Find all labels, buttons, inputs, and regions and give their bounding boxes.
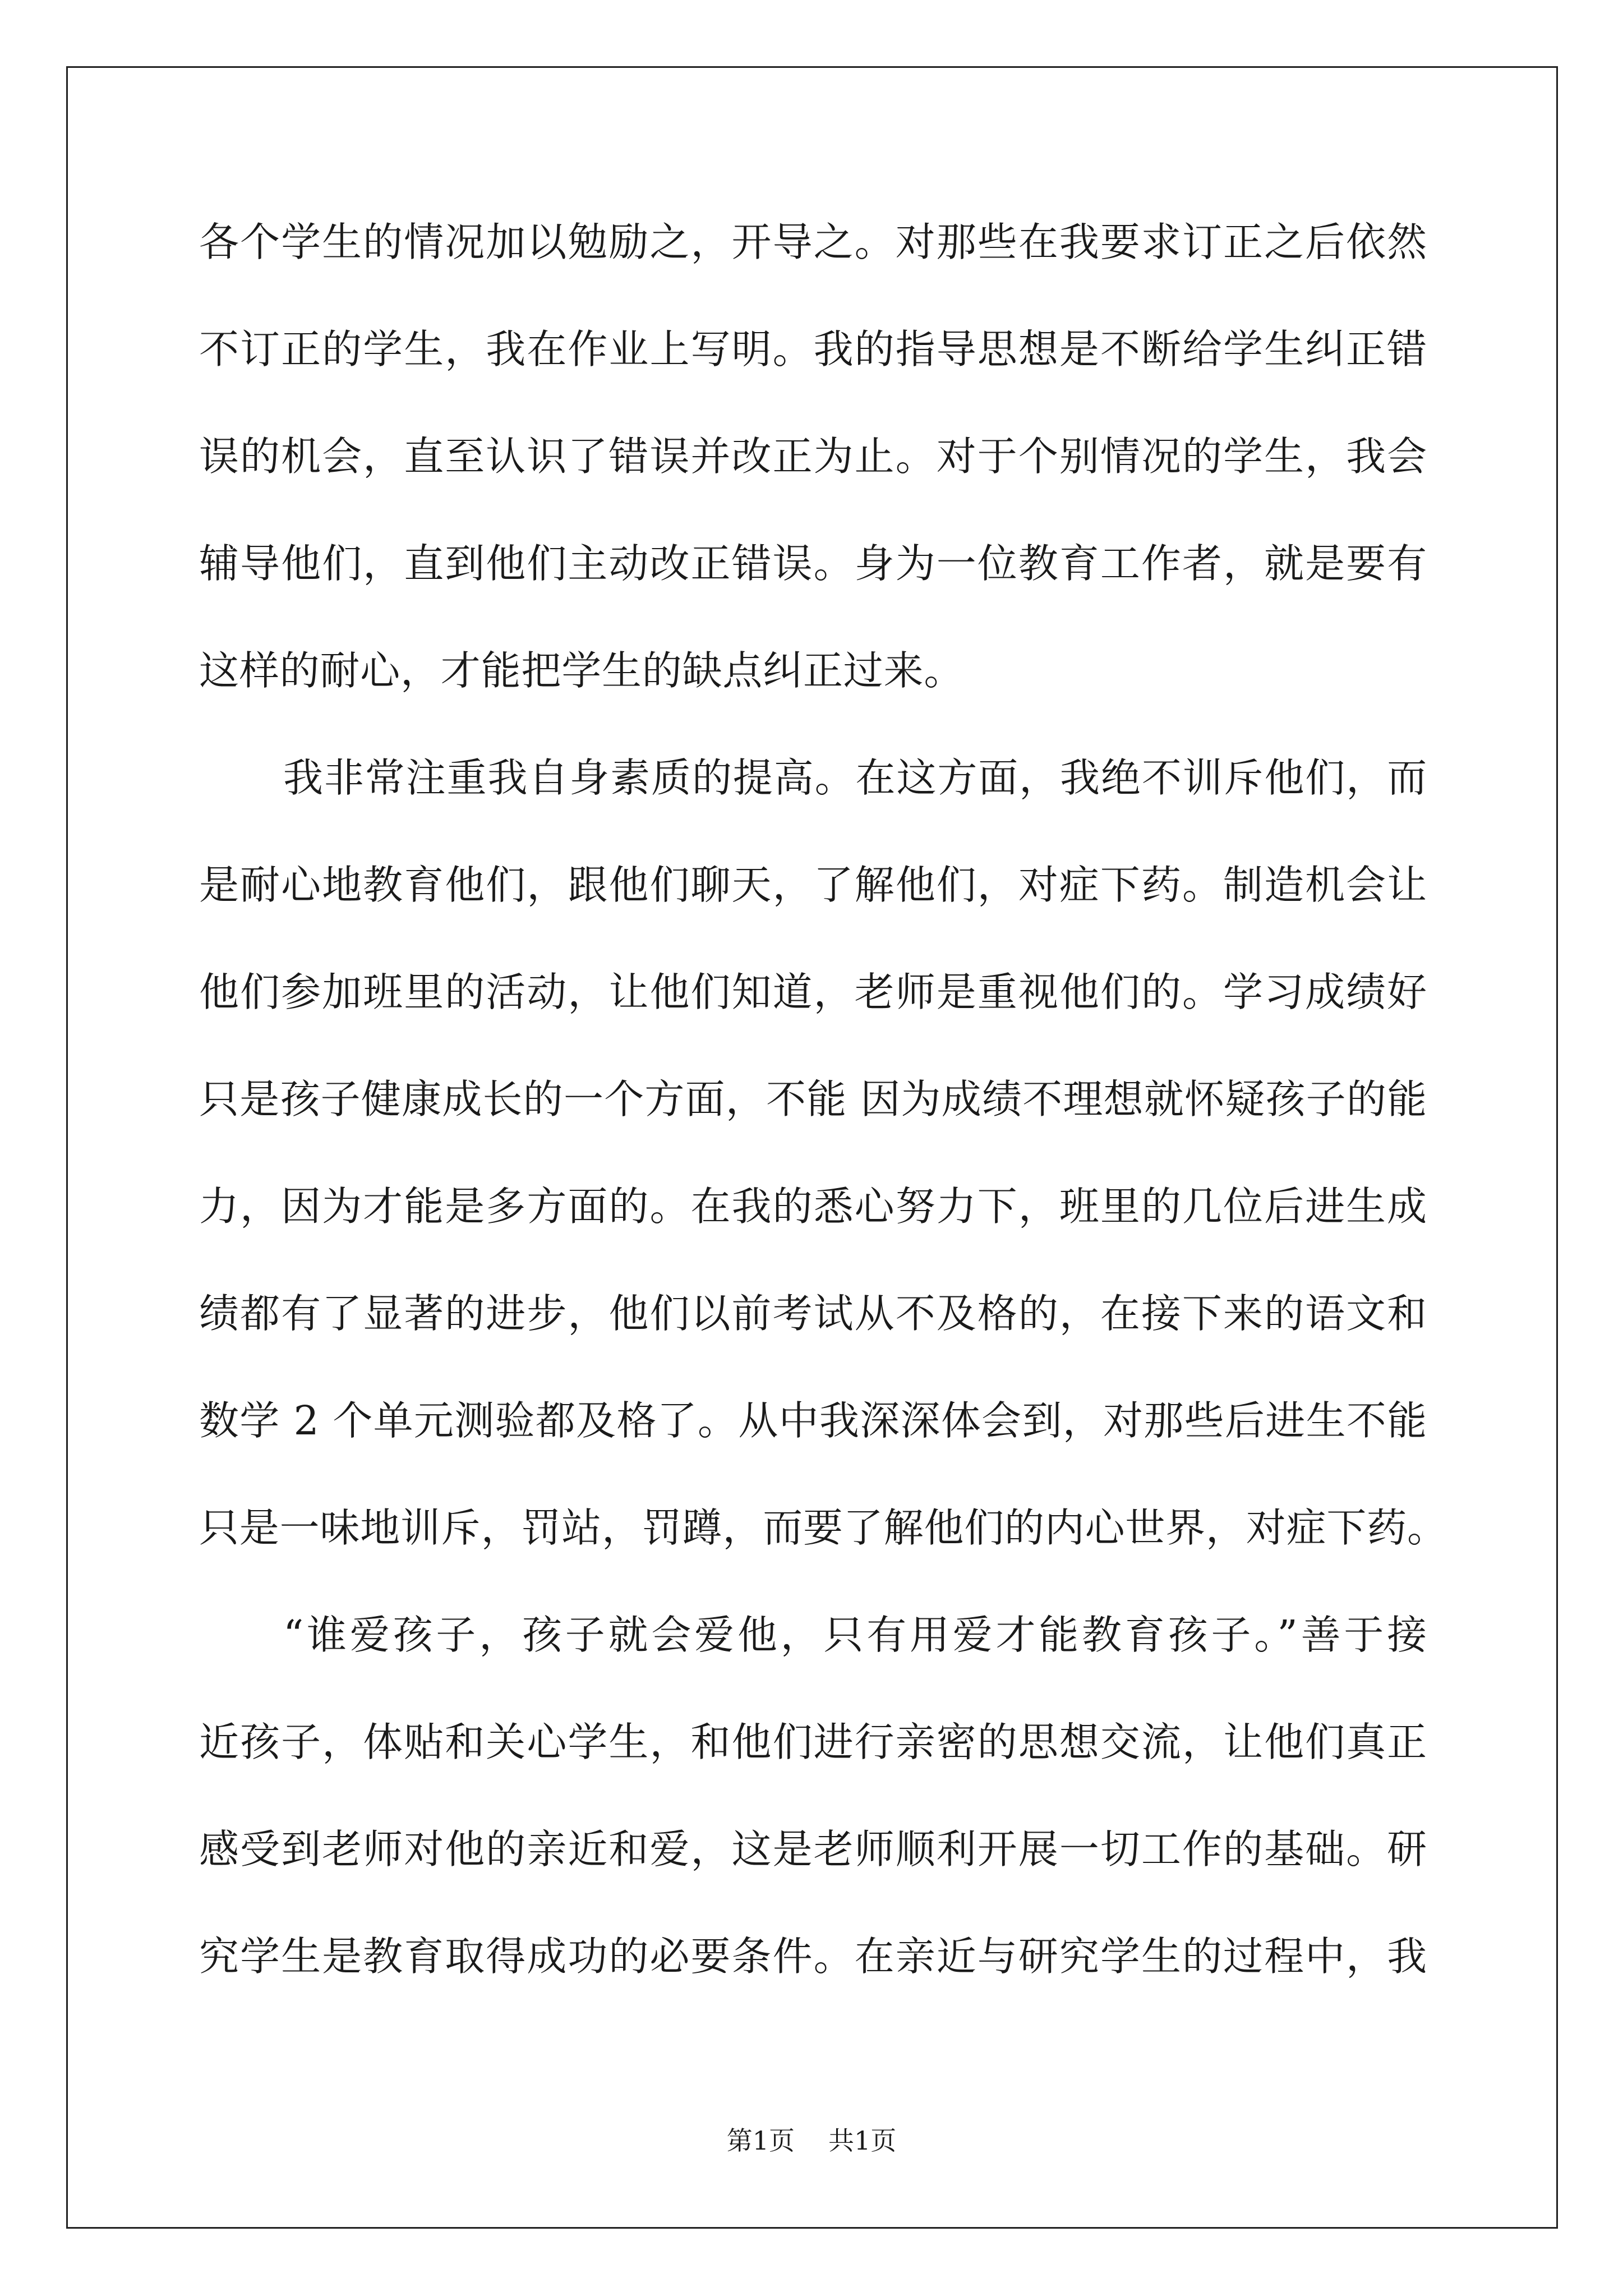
text-line: 是耐心地教育他们，跟他们聊天，了解他们，对症下药。制造机会让 [199, 862, 1427, 908]
text-line: 只是一味地训斥，罚站，罚蹲，而要了解他们的内心世界，对症下药。 [199, 1504, 1447, 1551]
page-total: 共1页 [828, 2125, 897, 2156]
text-line: 这样的耐心，才能把学生的缺点纠正过来。 [199, 647, 965, 694]
text-line: 辅导他们，直到他们主动改正错误。身为一位教育工作者，就是要有 [199, 540, 1427, 587]
text-line: 他们参加班里的活动，让他们知道，老师是重视他们的。学习成绩好 [199, 969, 1427, 1015]
document-body [199, 206, 1447, 2027]
text-line: 误的机会，直至认识了错误并改正为止。对于个别情况的学生，我会 [199, 433, 1427, 480]
page-footer [0, 2120, 1623, 2157]
text-line: 数学 2 个单元测验都及格了。从中我深深体会到，对那些后进生不能 [199, 1397, 1427, 1444]
paragraph-first-line: 我非常注重我自身素质的提高。在这方面，我绝不训斥他们，而 [283, 754, 1427, 801]
text-line: 绩都有了显著的进步，他们以前考试从不及格的，在接下来的语文和 [199, 1290, 1427, 1337]
text-line: 究学生是教育取得成功的必要条件。在亲近与研究学生的过程中，我 [199, 1933, 1427, 1980]
text-line: 各个学生的情况加以勉励之，开导之。对那些在我要求订正之后依然 [199, 219, 1427, 265]
text-line: 不订正的学生，我在作业上写明。我的指导思想是不断给学生纠正错 [199, 326, 1427, 372]
text-line: 感受到老师对他的亲近和爱，这是老师顺利开展一切工作的基础。研 [199, 1826, 1427, 1872]
text-line: 力，因为才能是多方面的。在我的悉心努力下，班里的几位后进生成 [199, 1183, 1427, 1230]
text-line: 只是孩子健康成长的一个方面，不能 因为成绩不理想就怀疑孩子的能 [199, 1076, 1427, 1122]
paragraph-first-line: “谁爱孩子，孩子就会爱他，只有用爱才能教育孩子。”善于接 [283, 1612, 1427, 1658]
page-number: 第1页 [726, 2125, 795, 2156]
text-line: 近孩子，体贴和关心学生，和他们进行亲密的思想交流，让他们真正 [199, 1719, 1427, 1765]
